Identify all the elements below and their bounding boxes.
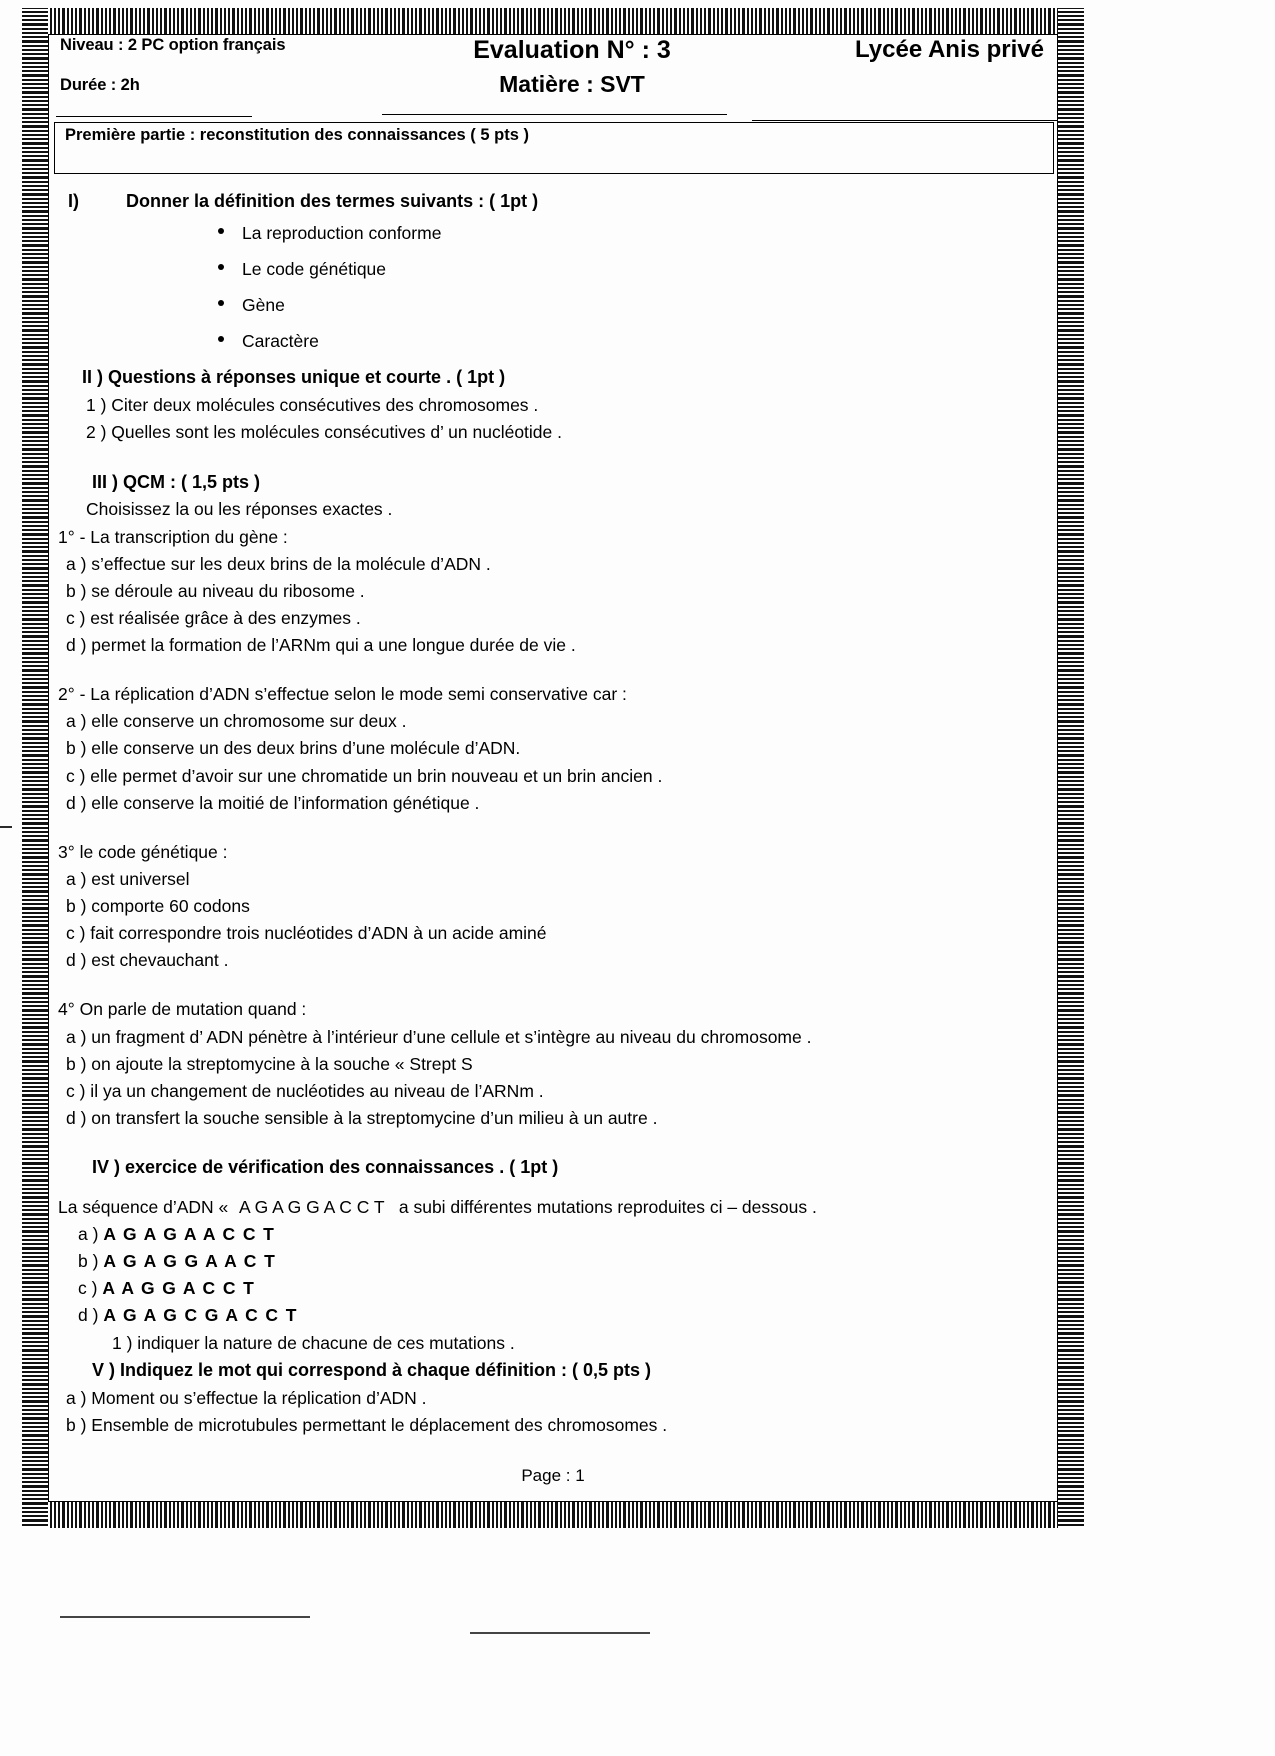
bullet-icon [218,300,224,306]
qcm-4-stem: 4° On parle de mutation quand : [58,999,307,1020]
header-rule-center [382,114,727,115]
mutation-label-a: a ) [78,1224,99,1245]
level-label: Niveau : 2 PC option français [60,36,286,54]
qcm-1-choice-c: c ) est réalisée grâce à des enzymes . [66,607,361,628]
mutation-row-b [52,1248,1054,1275]
duration-label: Durée : 2h [60,76,140,94]
scan-artifact-line-2 [470,1632,650,1634]
bullet-icon [218,264,224,270]
school-name: Lycée Anis privé [855,36,1044,63]
scan-artifact-line-1 [60,1616,310,1618]
section-1-heading [52,188,1054,216]
qcm-2-choice-b: b ) elle conserve un des deux brins d’une molécule d’ADN. [66,738,521,759]
header-rule-right [752,120,1057,121]
section-1-title: Donner la définition des termes suivants : ( 1pt ) [126,191,539,211]
mutation-row-d [52,1302,1054,1329]
mutation-sequence-d: A G A G C G A C C T [103,1305,298,1326]
qcm-4-choice-c: c ) il ya un changement de nucléotides au niveau de l’ARNm . [66,1080,544,1101]
section-2-question-2: 2 ) Quelles sont les molécules consécutives d’ un nucléotide . [86,422,562,443]
mutation-row-c [52,1275,1054,1302]
section-5-item-a: a ) Moment ou s’effectue la réplication d’ADN . [66,1387,427,1408]
section-4-task: 1 ) indiquer la nature de chacune de ces mutations . [112,1332,515,1353]
exam-header [52,36,1054,154]
list-item [242,328,1054,355]
border-left [22,8,48,1528]
term-text: Gène [242,295,285,316]
qcm-1-stem: 1° - La transcription du gène : [58,526,288,547]
header-rule-left [56,116,252,117]
qcm-3-choice-b: b ) comporte 60 codons [66,896,250,917]
section-4-intro-before: La séquence d’ADN « [58,1196,229,1217]
mutation-label-c: c ) [78,1278,98,1299]
qcm-4-choice-a: a ) un fragment d’ ADN pénètre à l’intérieur d’une cellule et s’intègre au niveau du chromosome . [66,1026,812,1047]
exam-content [52,36,1054,1504]
list-item [242,292,1054,319]
border-top [22,8,1084,34]
term-text: Le code génétique [242,259,387,280]
qcm-3-choice-d: d ) est chevauchant . [66,950,229,971]
qcm-2-choice-a: a ) elle conserve un chromosome sur deux . [66,711,407,732]
scan-artifact-tick [0,826,12,828]
section-2-title: II ) Questions à réponses unique et courte . ( 1pt ) [82,367,506,388]
mutation-sequence-c: A A G G A C C T [102,1278,256,1299]
list-item [242,220,1054,247]
mutation-row-a [52,1221,1054,1248]
subject-title: Matière : SVT [499,71,645,97]
section-1-terms [52,220,1054,356]
term-text: La reproduction conforme [242,222,442,243]
section-3-instruction: Choisissez la ou les réponses exactes . [86,499,393,520]
evaluation-title: Evaluation N° : 3 [473,36,671,64]
section-3-title: III ) QCM : ( 1,5 pts ) [92,471,261,492]
section-4-intro-after: a subi différentes mutations reproduites ci – dessous . [398,1196,817,1217]
qcm-1-choice-a: a ) s’effectue sur les deux brins de la molécule d’ADN . [66,553,491,574]
qcm-3-choice-a: a ) est universel [66,868,190,889]
section-4-intro-sequence: A G A G G A C C T [239,1196,385,1217]
section-5-item-b: b ) Ensemble de microtubules permettant le déplacement des chromosomes . [66,1414,668,1435]
qcm-2-stem: 2° - La réplication d’ADN s’effectue selon le mode semi conservative car : [58,684,627,705]
border-right [1058,8,1084,1528]
section-4-title: IV ) exercice de vérification des connaissances . ( 1pt ) [92,1157,559,1178]
section-4-intro [52,1194,1054,1221]
border-bottom [22,1502,1084,1528]
list-item [242,256,1054,283]
mutation-label-d: d ) [78,1305,99,1326]
qcm-4-choice-d: d ) on transfert la souche sensible à la streptomycine d’un milieu à un autre . [66,1107,658,1128]
qcm-3-stem: 3° le code génétique : [58,841,228,862]
section-5-title: V ) Indiquez le mot qui correspond à chaque définition : ( 0,5 pts ) [92,1359,652,1380]
term-text: Caractère [242,331,319,352]
part-title: Première partie : reconstitution des connaissances ( 5 pts ) [65,126,529,144]
qcm-4-choice-b: b ) on ajoute la streptomycine à la souche « Strept S [66,1053,473,1074]
bullet-icon [218,228,224,234]
qcm-2-choice-d: d ) elle conserve la moitié de l’information génétique . [66,792,480,813]
mutation-label-b: b ) [78,1251,99,1272]
bullet-icon [218,336,224,342]
mutation-sequence-a: A G A G A A C C T [103,1224,276,1245]
qcm-1-choice-b: b ) se déroule au niveau du ribosome . [66,580,365,601]
qcm-3-choice-c: c ) fait correspondre trois nucléotides d’ADN à un acide aminé [66,923,547,944]
page-footer: Page : 1 [521,1466,585,1485]
part-title-box [54,122,1054,174]
section-2-question-1: 1 ) Citer deux molécules consécutives des chromosomes . [86,395,539,416]
qcm-2-choice-c: c ) elle permet d’avoir sur une chromatide un brin nouveau et un brin ancien . [66,765,663,786]
qcm-1-choice-d: d ) permet la formation de l’ARNm qui a une longue durée de vie . [66,635,576,656]
mutation-sequence-b: A G A G G A A C T [103,1251,277,1272]
section-1-numeral: I) [68,191,79,211]
exam-body [52,188,1054,1439]
